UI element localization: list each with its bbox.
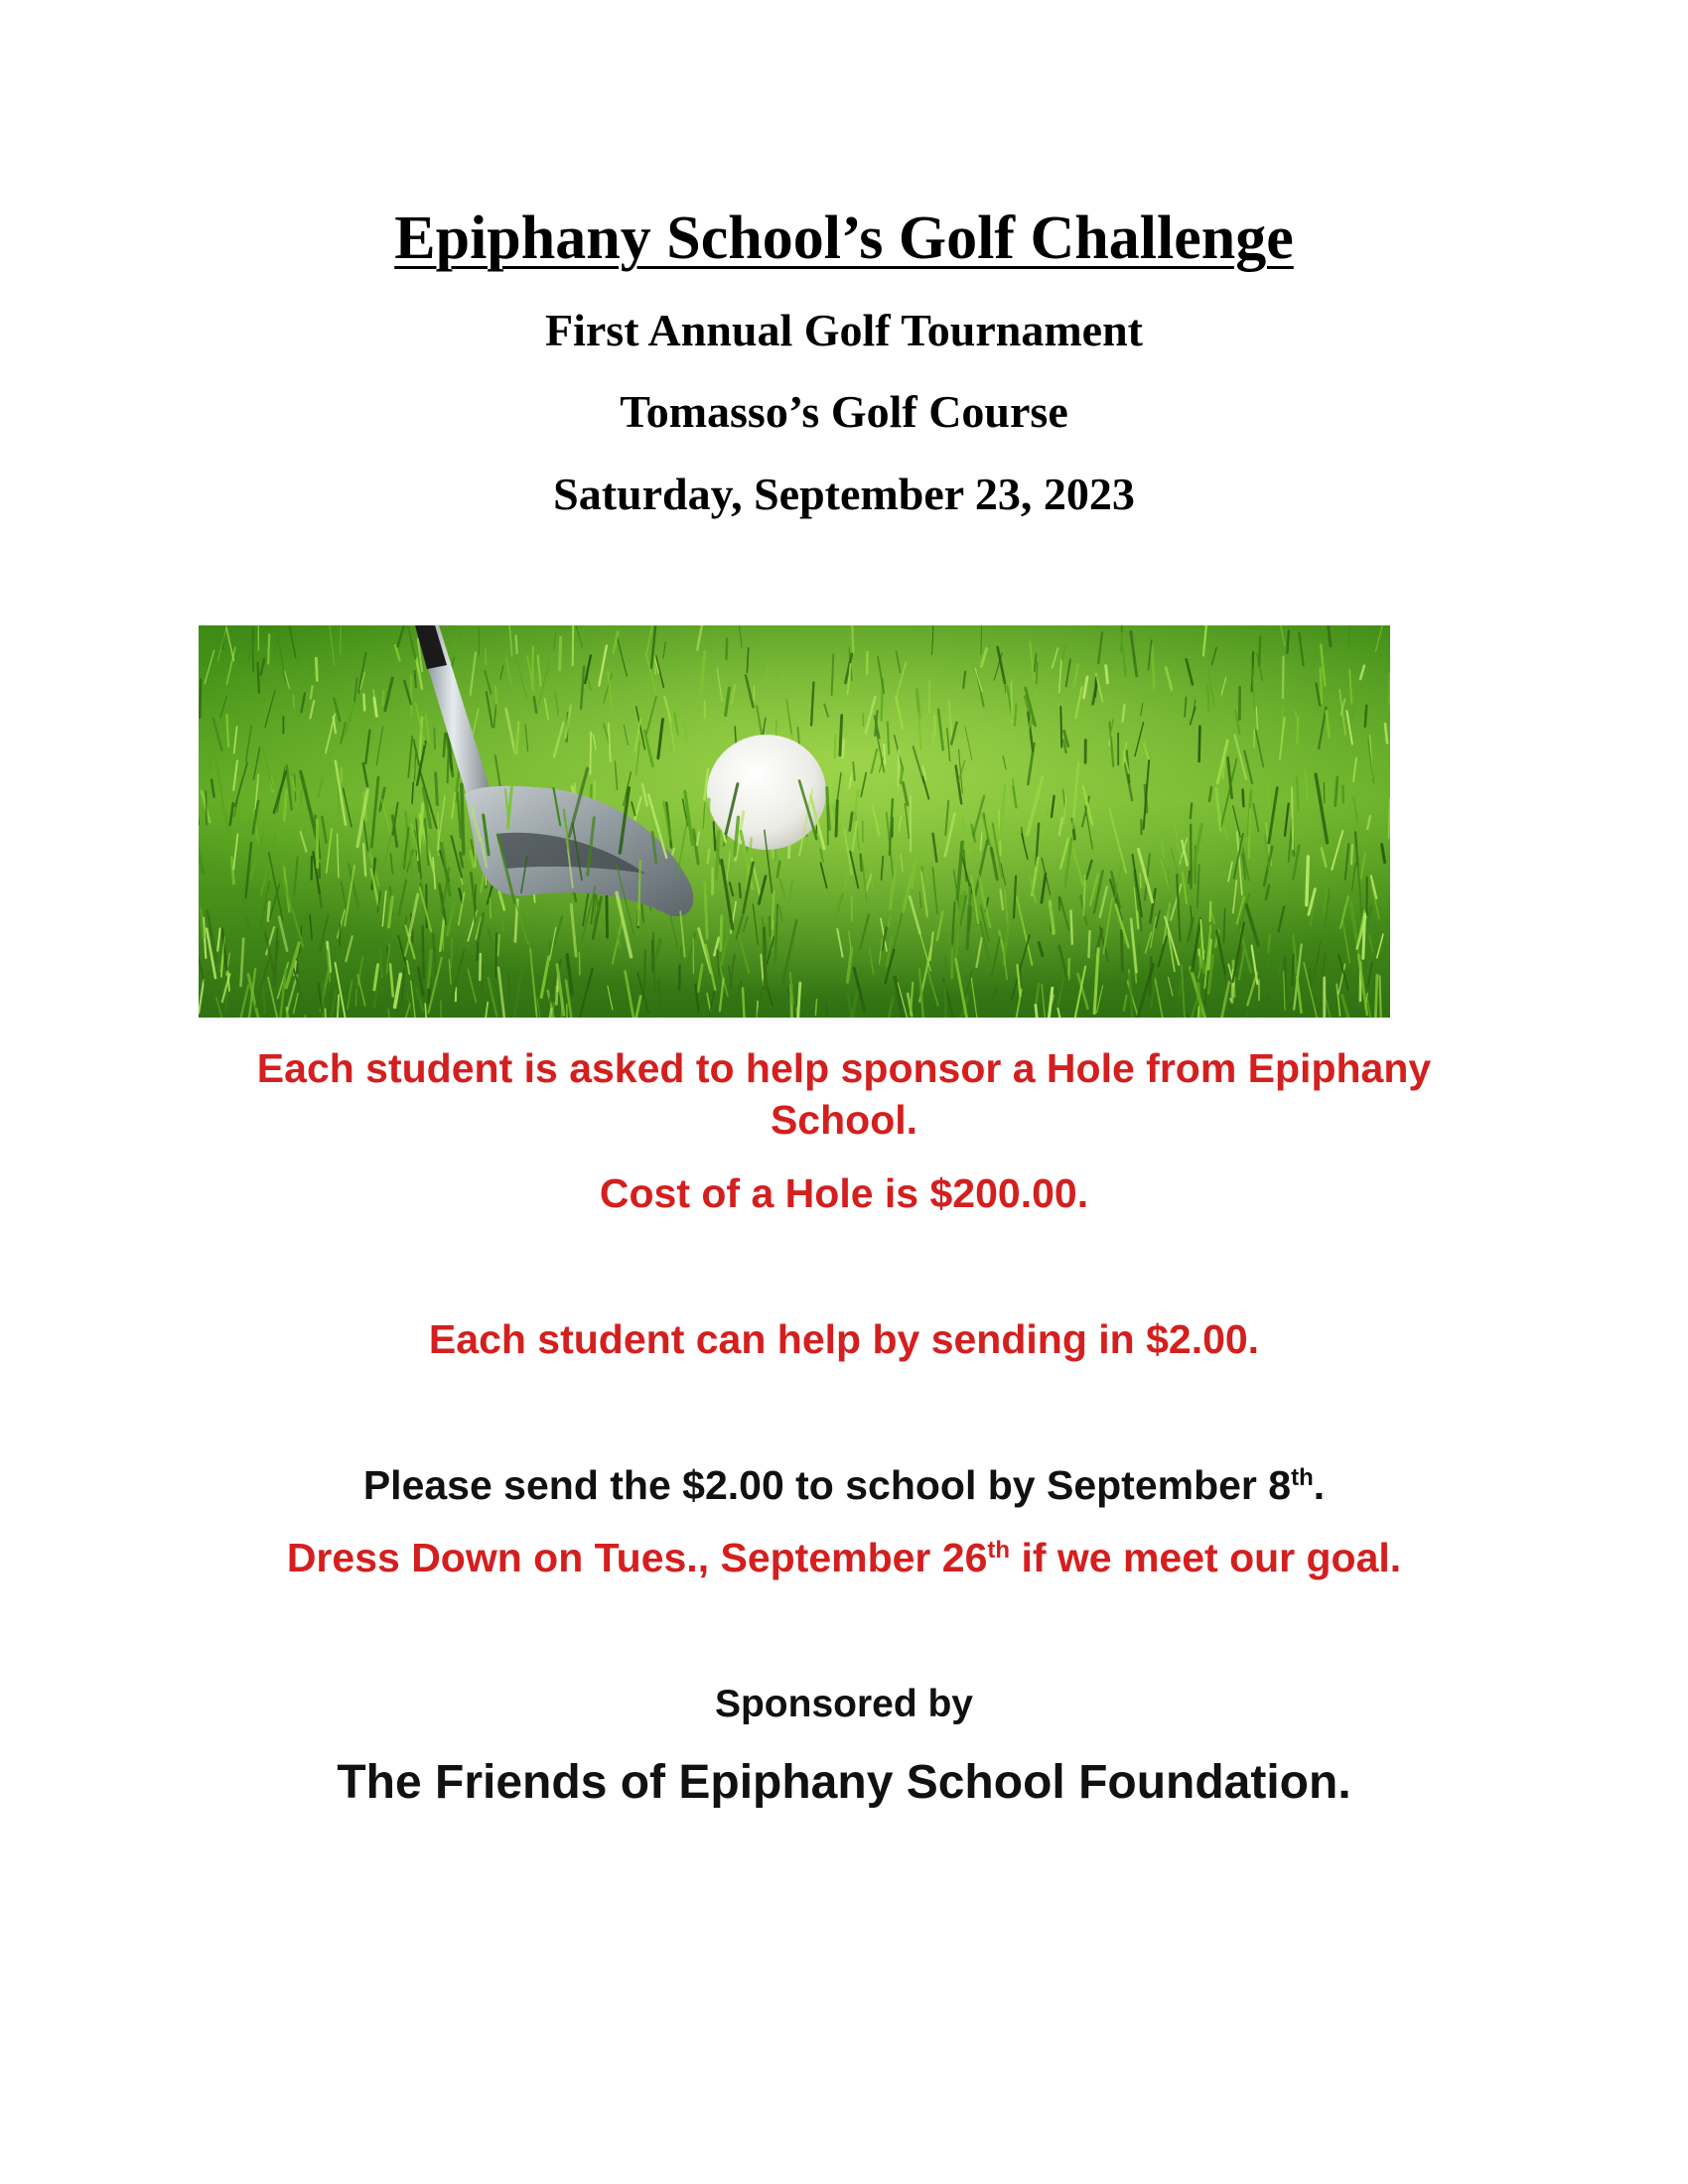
grass-blade (556, 987, 557, 1004)
deadline-text (0, 1459, 1688, 1511)
grass-blade (480, 954, 481, 980)
event-date: Saturday, September 23, 2023 (553, 469, 1135, 519)
student-help-text: Each student can help by sending in $2.00. (428, 1316, 1260, 1362)
grass-blade (1060, 707, 1061, 748)
grass-blade (1015, 704, 1016, 725)
grass-blade (644, 951, 645, 992)
grass-blade (764, 928, 766, 989)
grass-blade (1297, 717, 1298, 744)
grass-blade (1071, 911, 1072, 944)
grass-blade (1169, 869, 1170, 913)
grass-blade (852, 625, 854, 652)
grass-blade (1292, 787, 1293, 849)
grass-blade (200, 680, 201, 718)
grass-blade (1037, 662, 1038, 684)
grass-blade (708, 850, 709, 863)
grass-blade (560, 637, 561, 670)
dress-down-text-end: if we meet our goal. (1010, 1535, 1402, 1580)
grass-blade (226, 992, 227, 1010)
grass-blade (1321, 668, 1322, 703)
grass-blade (1380, 976, 1381, 1018)
grass-blade (1307, 857, 1309, 905)
dress-down-text-main: Dress Down on Tues., September 26 (286, 1535, 988, 1580)
grass-blade (436, 773, 438, 805)
grass-blade (1224, 909, 1225, 942)
course-name: Tomasso’s Golf Course (620, 386, 1068, 437)
grass-blade (590, 733, 591, 774)
dress-down-text (0, 1532, 1688, 1583)
grass-blade (1083, 876, 1084, 915)
grass-blade (840, 716, 842, 755)
grass-blade (658, 980, 660, 1018)
dress-down-ordinal: th (987, 1537, 1011, 1564)
grass-blade (363, 695, 364, 711)
grass-blade (486, 648, 487, 665)
grass-blade (1349, 625, 1350, 648)
grass-blade (444, 734, 446, 756)
grass-blade (721, 916, 722, 951)
grass-blade (1259, 637, 1260, 665)
grass-blade (1292, 954, 1293, 985)
grass-blade (1140, 874, 1141, 888)
deadline-text-end: . (1313, 1462, 1326, 1508)
deadline-text-main: Please send the $2.00 to school by September 8 (362, 1462, 1292, 1508)
grass-blade (374, 991, 376, 1008)
grass-blade (770, 917, 771, 936)
grass-blade (482, 965, 483, 999)
grass-blade (316, 658, 317, 680)
grass-blade (258, 663, 259, 693)
grass-blade (268, 634, 269, 663)
tournament-name: First Annual Golf Tournament (545, 305, 1143, 355)
grass-blade (415, 671, 416, 687)
golf-photo (199, 625, 1390, 1018)
grass-blade (231, 858, 233, 885)
grass-blade (516, 636, 517, 654)
grass-blade (253, 628, 254, 672)
grass-blade (326, 1009, 327, 1018)
grass-blade (1365, 706, 1367, 727)
grass-blade (1210, 902, 1211, 921)
grass-blade (836, 801, 837, 837)
flyer-title: Epiphany School’s Golf Challenge (394, 205, 1294, 272)
grass-blade (1106, 666, 1108, 683)
grass-blade (591, 785, 592, 800)
grass-blade (1297, 778, 1299, 811)
grass-blade (843, 740, 844, 757)
grass-blade (434, 729, 435, 750)
grass-blade (888, 723, 889, 754)
grass-blade (268, 902, 269, 921)
grass-blade (884, 745, 885, 763)
grass-blade (740, 884, 741, 897)
grass-blade (1012, 682, 1013, 722)
grass-blade (607, 893, 608, 937)
grass-blade (423, 926, 424, 978)
grass-blade (1375, 975, 1377, 1018)
grass-blade (1287, 631, 1289, 653)
foundation-name: The Friends of Epiphany School Foundation. (337, 1756, 1351, 1809)
grass-blade (1199, 727, 1200, 761)
grass-blade (567, 1005, 568, 1018)
grass-blade (573, 625, 574, 665)
grass-blade (1122, 931, 1123, 972)
grass-blade (1068, 959, 1069, 979)
grass-blade (1089, 931, 1090, 957)
grass-blade (1351, 845, 1352, 864)
grass-blade (490, 898, 491, 918)
grass-blade (707, 799, 709, 842)
grass-blade (293, 695, 294, 709)
grass-blade (441, 1001, 442, 1018)
grass-blade (1243, 790, 1244, 806)
grass-blade (247, 917, 248, 930)
grass-blade (1324, 783, 1325, 803)
grass-blade (861, 855, 862, 871)
grass-blade (1191, 803, 1192, 818)
sponsored-by-label: Sponsored by (714, 1683, 974, 1725)
sponsor-request-text: Each student is asked to help sponsor a Hole from Epiphany School. (256, 1045, 1432, 1143)
grass-blade (1283, 657, 1284, 698)
grass-blade (579, 952, 580, 974)
hole-cost-text: Cost of a Hole is $200.00. (599, 1170, 1089, 1216)
grass-blade (462, 784, 464, 854)
grass-blade (1059, 897, 1060, 910)
grass-blade (652, 941, 653, 972)
grass-blade (1207, 685, 1208, 712)
golf-club-ball-image (199, 625, 1390, 1018)
grass-blade (835, 735, 836, 757)
deadline-ordinal: th (1291, 1464, 1314, 1491)
grass-blade (508, 975, 509, 997)
grass-blade (1138, 946, 1140, 960)
grass-blade (727, 638, 728, 658)
grass-blade (788, 845, 789, 858)
